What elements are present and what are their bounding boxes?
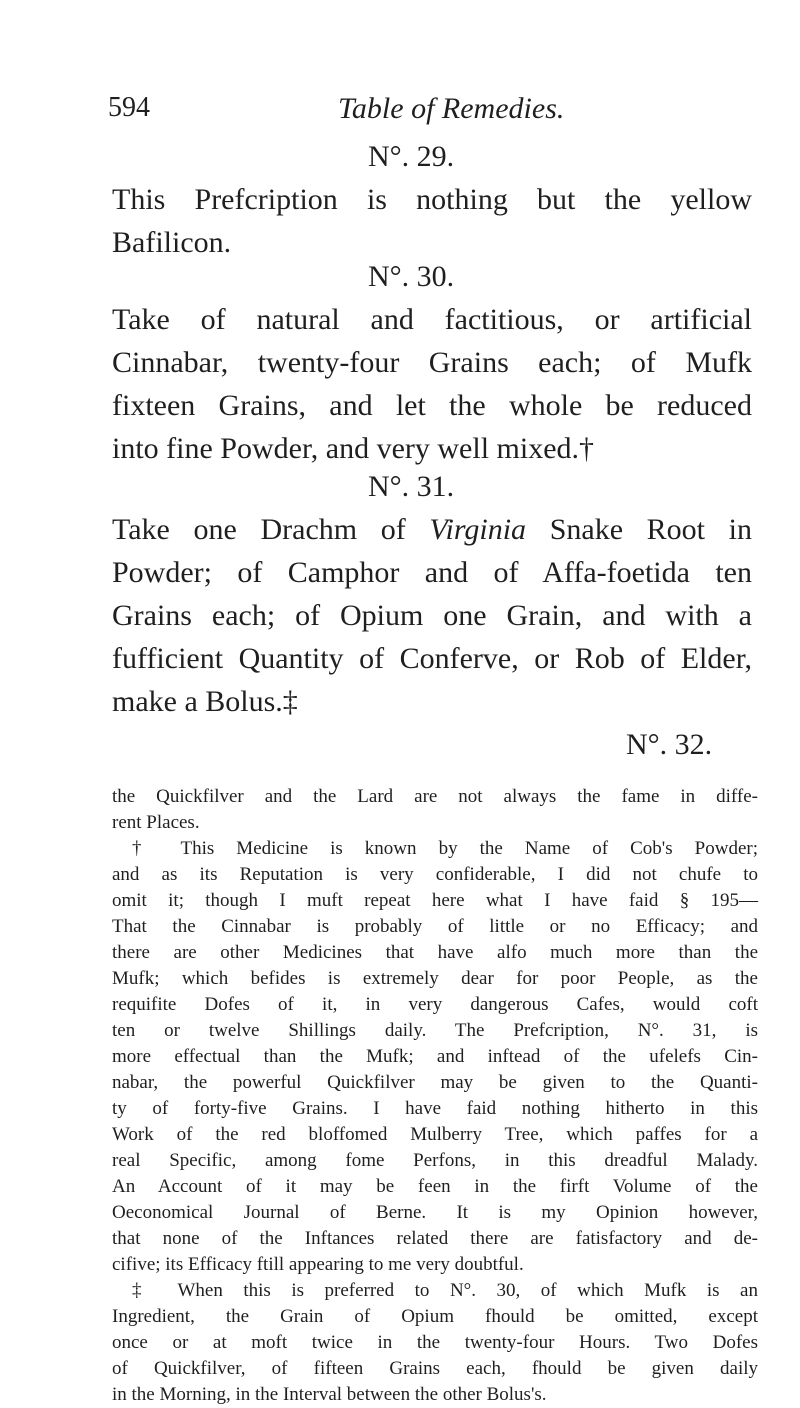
footnote-line: Oeconomical Journal of Berne. It is my Opinion however,: [112, 1202, 758, 1223]
footnote-line: requifite Dofes of it, in very dangerous Cafes, would coft: [112, 994, 758, 1015]
text-line: Grains each; of Opium one Grain, and with a: [112, 599, 752, 632]
footnote-line: there are other Medicines that have alfo much more than the: [112, 942, 758, 963]
footnote-line: Ingredient, the Grain of Opium fhould be omitted, except: [112, 1306, 758, 1327]
footnote-line: ten or twelve Shillings daily. The Prefcription, N°. 31, is: [112, 1020, 758, 1041]
running-title: Table of Remedies.: [338, 92, 565, 125]
text-segment: Snake Root in: [526, 513, 752, 546]
page-number: 594: [108, 92, 150, 123]
text-line: Cinnabar, twenty-four Grains each; of Mufk: [112, 346, 752, 379]
page-header: [108, 92, 748, 132]
footnote-line: the Quickfilver and the Lard are not always the fame in diffe-: [112, 786, 758, 807]
footnote-line: ty of forty-five Grains. I have faid nothing hitherto in this: [112, 1098, 758, 1119]
footnote-line: and as its Reputation is very confiderable, I did not chufe to: [112, 864, 758, 885]
entry-30-text: [112, 298, 752, 470]
footnote-line: of Quickfilver, of fifteen Grains each, fhould be given daily: [112, 1358, 758, 1379]
footnote-line: That the Cinnabar is probably of little or no Efficacy; and: [112, 916, 758, 937]
footnote-line: nabar, the powerful Quickfilver may be given to the Quanti-: [112, 1072, 758, 1093]
footnote-line: cifive; its Efficacy ftill appearing to me very doubtful.: [112, 1254, 524, 1275]
entry-number-30: N°. 30.: [368, 260, 455, 293]
entry-number-29: N°. 29.: [368, 140, 455, 173]
text-line: make a Bolus.‡: [112, 685, 298, 718]
footnote-line: † This Medicine is known by the Name of Cob's Powder;: [132, 838, 758, 859]
footnote-line: ‡ When this is preferred to N°. 30, of which Mufk is an: [132, 1280, 758, 1301]
text-line: fixteen Grains, and let the whole be reduced: [112, 389, 752, 422]
text-line: This Prefcription is nothing but the yellow: [112, 183, 752, 216]
text-segment: Take one Drachm of: [112, 513, 430, 546]
footnote-line: in the Morning, in the Interval between the other Bolus's.: [112, 1384, 547, 1405]
footnote-line: that none of the Inftances related there are fatisfactory and de-: [112, 1228, 758, 1249]
text-line: Take of natural and factitious, or artificial: [112, 303, 752, 336]
footnote-line: more effectual than the Mufk; and inftead of the ufelefs Cin-: [112, 1046, 758, 1067]
footnotes: [112, 784, 758, 1408]
text-line: Powder; of Camphor and of Affa-foetida ten: [112, 556, 752, 589]
footnote-line: real Specific, among fome Perfons, in this dreadful Malady.: [112, 1150, 758, 1171]
footnote-line: rent Places.: [112, 812, 200, 833]
text-line: Bafilicon.: [112, 226, 232, 259]
footnote-line: Work of the red bloffomed Mulberry Tree, which paffes for a: [112, 1124, 758, 1145]
text-line: [112, 508, 752, 551]
entry-31-text: [112, 508, 752, 723]
entry-number-32: N°. 32.: [626, 728, 713, 761]
entry-29-text: [112, 178, 752, 264]
text-line: into fine Powder, and very well mixed.†: [112, 432, 595, 465]
footnote-line: An Account of it may be feen in the firft Volume of the: [112, 1176, 758, 1197]
entry-number-31: N°. 31.: [368, 470, 455, 503]
footnote-line: omit it; though I muft repeat here what I have faid § 195—: [112, 890, 758, 911]
text-line: fufficient Quantity of Conferve, or Rob of Elder,: [112, 642, 752, 675]
italic-word: Virginia: [429, 513, 527, 546]
footnote-line: Mufk; which befides is extremely dear for poor People, as the: [112, 968, 758, 989]
footnote-line: once or at moft twice in the twenty-four Hours. Two Dofes: [112, 1332, 758, 1353]
